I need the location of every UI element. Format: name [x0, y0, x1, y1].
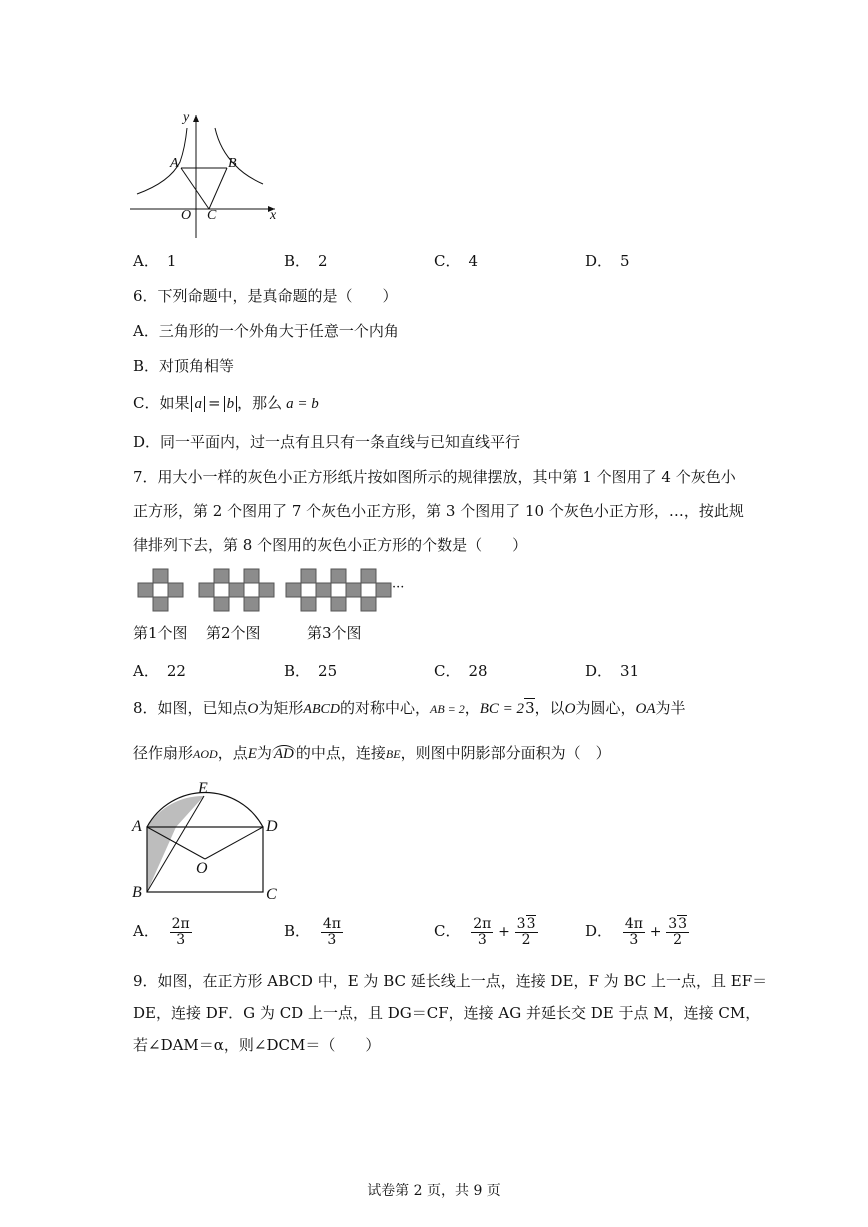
q8-option-a[interactable]: A． $\frac{2\pi}{3}$ — [133, 916, 190, 948]
q5-label-b: B — [228, 156, 237, 171]
q8-stem-line2: 径作扇形AOD，点E为 AD 的中点，连接BE，则图中阴影部分面积为（ ） — [133, 744, 611, 762]
page-footer: 试卷第 2 页，共 9 页 — [367, 1183, 501, 1199]
q9-stem-line2: DE，连接 DF．G 为 CD 上一点，且 DG＝CF，连接 AG 并延长交 DE 于点 M，连接 CM， — [133, 1004, 761, 1022]
q5-figure — [125, 110, 285, 240]
q5-option-a[interactable]: A． 1 — [133, 252, 177, 270]
q8-figure — [128, 778, 288, 908]
q8-label-e: E — [198, 780, 208, 797]
q6-option-b[interactable]: B．对顶角相等 — [133, 357, 235, 375]
q6-stem: 6．下列命题中，是真命题的是（ ） — [133, 287, 398, 305]
q8-label-a: A — [132, 818, 142, 835]
q8-option-b[interactable]: B． $\frac{4\pi}{3}$ — [284, 916, 341, 948]
q8-option-c[interactable]: C． $\frac{2\pi}{3}$ + $\frac{33}{2}$ — [434, 916, 536, 948]
q6-option-c[interactable]: C．如果 a = b ，那么 a = b — [133, 394, 319, 412]
q8-label-o: O — [196, 860, 208, 877]
q7-stem-line2: 正方形，第 2 个图用了 7 个灰色小正方形，第 3 个图用了 10 个灰色小正方形，…，按此规 — [133, 502, 744, 520]
q8-label-b: B — [132, 884, 142, 901]
q5-label-x: x — [270, 208, 277, 223]
q7-caption-3: 第3个图 — [307, 624, 362, 642]
q5-label-a: A — [170, 156, 179, 171]
q8-label-d: D — [266, 818, 278, 835]
q8-geometry — [128, 778, 288, 908]
q7-ellipsis: ··· — [392, 580, 405, 595]
q5-graph — [125, 110, 285, 240]
q5-label-o: O — [181, 208, 192, 223]
q5-label-y: y — [183, 110, 190, 125]
q7-option-b[interactable]: B． 25 — [284, 662, 338, 680]
q5-option-d[interactable]: D． 5 — [585, 252, 630, 270]
q7-stem-line1: 7．用大小一样的灰色小正方形纸片按如图所示的规律摆放，其中第 1 个图用了 4 个灰色小 — [133, 468, 736, 486]
q5-option-b[interactable]: B． 2 — [284, 252, 328, 270]
q8-stem-line1: 8．如图，已知点O为矩形ABCD的对称中心，AB = 2，BC = 23，以O为圆心，OA为半 — [133, 699, 686, 717]
q8-option-d[interactable]: D． $\frac{4\pi}{3}$ + $\frac{33}{2}$ — [585, 916, 688, 948]
q7-figure — [130, 566, 420, 616]
q8-label-c: C — [266, 886, 277, 903]
q7-caption-2: 第2个图 — [206, 624, 261, 642]
q9-stem-line1: 9．如图，在正方形 ABCD 中，E 为 BC 延长线上一点，连接 DE，F 为 BC 上一点，且 EF＝ — [133, 972, 768, 990]
q7-option-d[interactable]: D． 31 — [585, 662, 640, 680]
q7-stem-line3: 律排列下去，第 8 个图用的灰色小正方形的个数是（ ） — [133, 536, 528, 554]
q5-option-c[interactable]: C． 4 — [434, 252, 479, 270]
q7-pattern — [130, 566, 420, 616]
q6-option-d[interactable]: D．同一平面内，过一点有且只有一条直线与已知直线平行 — [133, 433, 521, 451]
q9-stem-line3: 若∠DAM＝α，则∠DCM＝（ ） — [133, 1036, 381, 1054]
q5-label-c: C — [207, 208, 217, 223]
q7-option-c[interactable]: C． 28 — [434, 662, 488, 680]
q7-caption-1: 第1个图 — [133, 624, 188, 642]
q6-option-a[interactable]: A．三角形的一个外角大于任意一个内角 — [133, 322, 399, 340]
q7-option-a[interactable]: A． 22 — [133, 662, 186, 680]
